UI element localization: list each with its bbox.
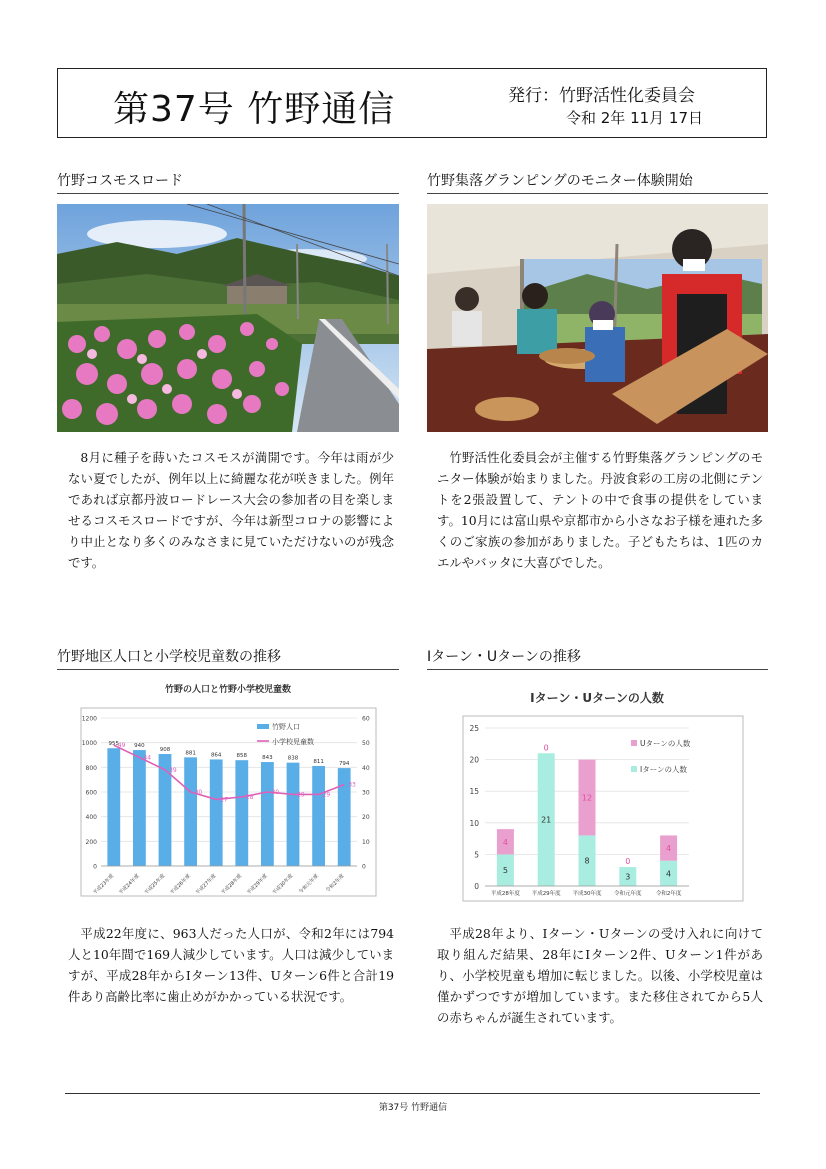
cosmos-article-text: 8月に種子を蒔いたコスモスが満開です。今年は雨が少ない夏でしたが、例年以上に綺麗な花が咲きました。例年であれば京都丹波ロードレース大会の参加者の目を楽しませるコスモスロードですが、今年は新型コロナの影響により中止となり多くのみなさまに見ていただけないのが残念です。 <box>68 450 394 570</box>
footer-text: 第37号 竹野通信 <box>378 1103 448 1113</box>
section-heading-population: 竹野地区人口と小学校児童数の推移 <box>57 646 399 670</box>
chart2-xtick-label: 平成30年度 <box>572 891 602 897</box>
chart1-bar-label: 908 <box>159 747 171 754</box>
chart1-xtick-label: 平成27年度 <box>194 873 218 897</box>
chart1-xtick-label: 平成29年度 <box>245 873 269 897</box>
chart2-xtick-label: 令和2年度 <box>655 891 682 897</box>
population-article-text: 平成22年度に、963人だった人口が、令和2年には794人と10年間で169人減少しています。人口は減少していますが、平成28年からIターン13件、Uターン6件と合計19件あり高齢比率に歯止めがかかっている状況です。 <box>68 926 394 1004</box>
chart1-y2tick-label: 60 <box>362 715 370 723</box>
chart1-bar-label: 858 <box>236 753 248 760</box>
section-heading-cosmos: 竹野コスモスロード <box>57 170 399 194</box>
chart1-bar-label: 811 <box>313 758 324 765</box>
chart1-bar-label: 838 <box>287 755 299 762</box>
chart1-ytick-label: 1200 <box>81 715 97 723</box>
chart1-y2tick-label: 40 <box>362 764 370 772</box>
chart1-bar-label: 864 <box>210 752 222 759</box>
chart1-ytick-label: 200 <box>85 838 97 846</box>
iuturn-article-text: 平成28年より、Iターン・Uターンの受け入れに向けて取り組んだ結果、28年にIターン2件、Uターン1件があり、小学校児童も増加に転じました。以後、小学校児童は僅かずつですが増加しています。また移住されてから5人の赤ちゃんが誕生されています。 <box>437 926 763 1025</box>
chart2-ytick-label: 5 <box>474 850 479 860</box>
chart1-bar-label: 843 <box>262 755 273 762</box>
chart2-ytick-label: 10 <box>469 818 479 828</box>
chart1-y2tick-label: 20 <box>362 814 370 822</box>
chart1-bar <box>261 762 274 866</box>
cosmos-road-illustration <box>57 204 399 432</box>
chart1-legend-label-line: 小学校児童数 <box>272 738 314 746</box>
chart1-xtick-label: 平成23年度 <box>92 873 116 897</box>
glamping-illustration <box>427 204 768 432</box>
chart1-bar <box>210 759 223 866</box>
chart1-bar <box>107 748 120 866</box>
iuturn-chart <box>427 678 768 913</box>
chart1-ytick-label: 600 <box>85 789 97 797</box>
glamping-photo <box>427 204 768 432</box>
chart2-legend-label-iturn: Iターンの人数 <box>640 765 688 774</box>
section-heading-glamping: 竹野集落グランピングのモニター体験開始 <box>427 170 768 194</box>
chart1-line-label: 29 <box>322 791 331 799</box>
chart1-line-label: 28 <box>245 793 254 801</box>
cosmos-road-photo <box>57 204 399 432</box>
publisher: 発行：竹野活性化委員会 <box>508 86 695 106</box>
chart2-label-iturn: 21 <box>541 815 552 825</box>
glamping-article-text: 竹野活性化委員会が主催する竹野集落グランピングのモニター体験が始まりました。丹波食彩の工房の北側にテントを2張設置して、テントの中で食事の提供をしています。10月には富山県や京都市から小さなお子様を連れた多くのご家族の参加がありました。子どもたちは、1匹のカエルやバッタに大喜びでした。 <box>437 450 763 570</box>
section-heading-iuturn: Iターン・Uターンの推移 <box>427 646 768 670</box>
chart1-legend-swatch-bar <box>257 724 269 729</box>
iuturn-chart-svg <box>427 678 768 913</box>
chart2-label-uturn: 4 <box>666 844 672 854</box>
footer-divider <box>65 1093 760 1094</box>
chart1-xtick-label: 平成30年度 <box>271 873 295 897</box>
population-chart-svg <box>57 678 399 913</box>
chart1-xtick-label: 平成26年度 <box>169 873 193 897</box>
masthead <box>57 68 767 138</box>
newsletter-title: 第37号 竹野通信 <box>113 89 396 130</box>
chart1-line-label: 39 <box>169 766 177 774</box>
chart2-ytick-label: 25 <box>469 724 479 733</box>
chart1-title: 竹野の人口と竹野小学校児童数 <box>164 685 292 695</box>
chart1-ytick-label: 400 <box>85 814 97 822</box>
chart1-xtick-label: 令和元年度 <box>298 873 321 896</box>
chart1-y2tick-label: 0 <box>362 863 366 871</box>
chart1-frame <box>81 708 376 896</box>
chart1-bar-label: 955 <box>108 741 120 748</box>
chart2-label-uturn: 12 <box>581 793 593 803</box>
chart1-y2tick-label: 50 <box>362 740 370 748</box>
chart1-bar <box>287 763 300 866</box>
chart2-ytick-label: 0 <box>474 882 479 891</box>
chart2-ytick-label: 20 <box>469 755 479 765</box>
chart1-bar <box>133 750 146 866</box>
chart2-label-iturn: 5 <box>502 866 508 876</box>
chart2-ytick-label: 15 <box>469 787 479 797</box>
chart2-legend-swatch-uturn <box>631 740 637 746</box>
chart1-xtick-label: 令和2年度 <box>324 873 346 894</box>
chart2-label-uturn: 0 <box>543 743 549 753</box>
chart1-line-label: 49 <box>117 742 126 750</box>
chart2-label-iturn: 3 <box>625 872 631 882</box>
chart1-ytick-label: 0 <box>93 863 97 871</box>
chart1-xtick-label: 平成24年度 <box>117 873 141 897</box>
chart2-label-uturn: 0 <box>625 857 631 867</box>
chart1-y2tick-label: 30 <box>362 789 370 797</box>
chart1-xtick-label: 平成28年度 <box>220 873 244 897</box>
chart1-bar-label: 881 <box>185 750 196 757</box>
chart1-line-label: 29 <box>297 791 305 799</box>
chart2-xtick-label: 平成28年度 <box>490 891 520 897</box>
chart2-legend-swatch-iturn <box>631 766 637 772</box>
chart2-label-iturn: 4 <box>666 869 672 879</box>
chart1-line-label: 30 <box>194 789 203 796</box>
chart2-label-uturn: 4 <box>502 837 508 847</box>
chart1-bar-label: 794 <box>338 761 350 768</box>
chart1-line-label: 44 <box>143 754 152 762</box>
issue-date: 令和 2年 11月 17日 <box>566 109 704 127</box>
chart2-legend-label-uturn: Uターンの人数 <box>640 739 691 748</box>
chart1-legend-label-bar: 竹野人口 <box>272 723 300 731</box>
chart2-xtick-label: 平成29年度 <box>531 891 561 897</box>
chart1-line-label: 27 <box>220 796 228 804</box>
chart1-ytick-label: 1000 <box>81 740 97 748</box>
chart1-y2tick-label: 10 <box>362 838 370 846</box>
chart1-line-label: 33 <box>348 781 356 789</box>
chart1-bar <box>312 766 325 866</box>
chart1-ytick-label: 800 <box>85 764 97 772</box>
chart1-bar-label: 940 <box>134 743 145 750</box>
chart2-title: Iターン・Uターンの人数 <box>530 691 664 705</box>
chart2-label-iturn: 8 <box>584 856 590 866</box>
chart2-xtick-label: 令和元年度 <box>614 891 642 897</box>
chart1-xtick-label: 平成25年度 <box>143 873 167 897</box>
chart1-bar <box>184 757 197 866</box>
chart1-line-label: 30 <box>271 789 280 796</box>
population-chart <box>57 678 399 913</box>
chart1-bar <box>235 760 248 866</box>
